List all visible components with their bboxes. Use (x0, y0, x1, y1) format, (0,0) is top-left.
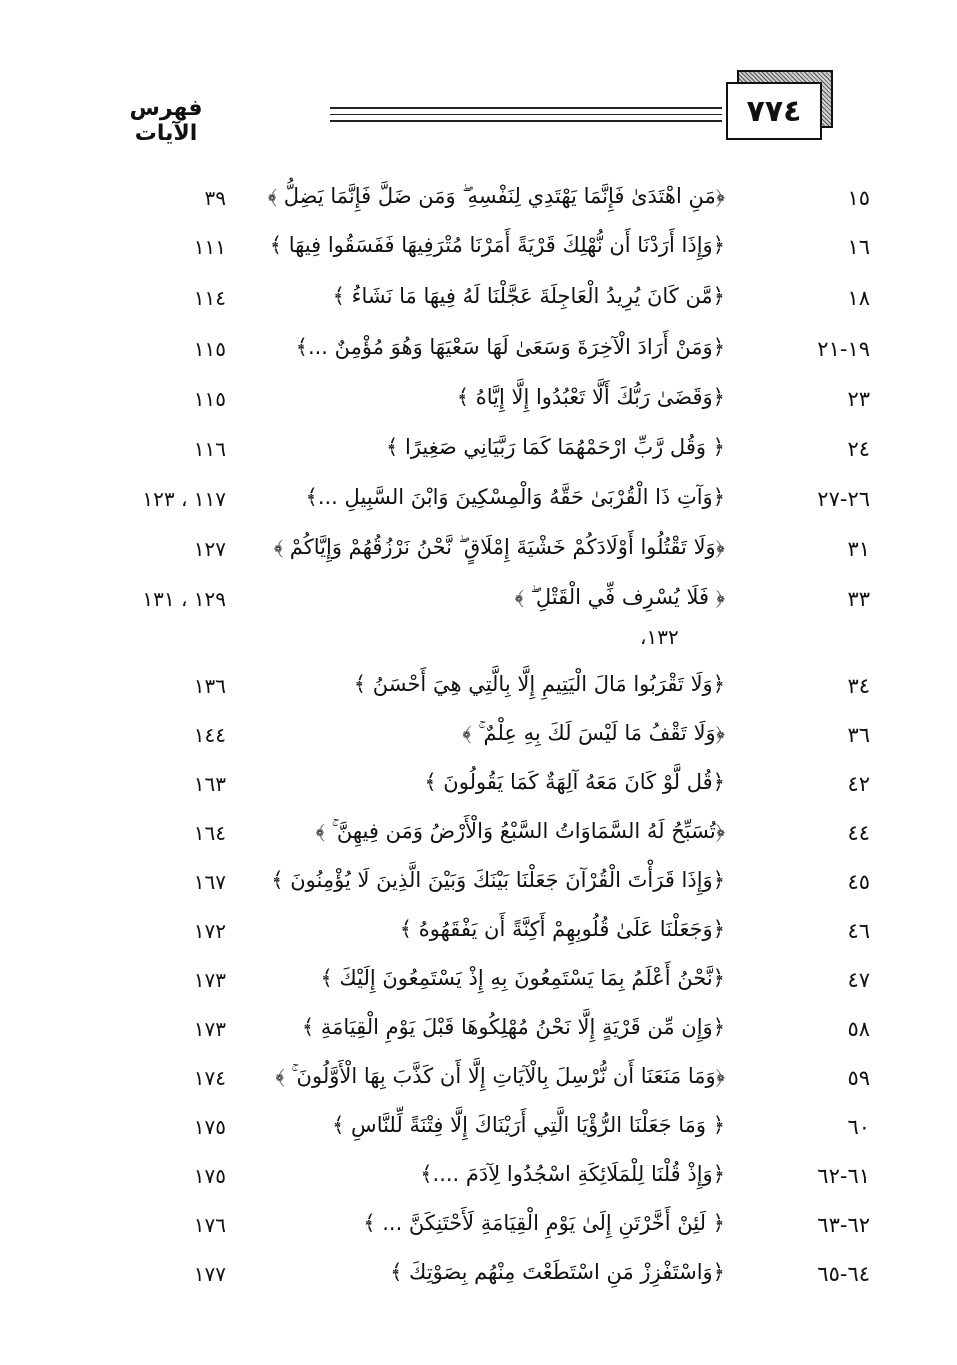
verse-text: ﴿ وَمَا جَعَلْنَا الرُّؤْيَا الَّتِي أَرَيْنَاكَ إِلَّا فِتْنَةً لِّلنَّاسِ ﴾ (332, 1113, 725, 1137)
verse-number: ٣٤ (847, 674, 870, 698)
verse-number: ٤٢ (847, 772, 870, 796)
header-rule (330, 120, 722, 122)
verse-text: ﴿ لَئِنْ أَخَّرْتَنِ إِلَىٰ يَوْمِ الْقِيَامَةِ لَأَحْتَنِكَنَّ ... ﴾ (363, 1211, 725, 1235)
index-row (0, 1207, 957, 1251)
verse-number: ٥٩ (847, 1066, 870, 1090)
page-title: فهرس الآيات (129, 96, 203, 146)
verse-number: ٦٠ (847, 1115, 870, 1139)
index-row (0, 431, 957, 475)
verse-text: ﴿وَآتِ ذَا الْقُرْبَىٰ حَقَّهُ وَالْمِسْكِينَ وَابْنَ السَّبِيلِ ...﴾ (305, 485, 725, 509)
verse-number: ٤٥ (847, 870, 870, 894)
index-row (0, 815, 957, 859)
page-reference: ١٢٩ ، ١٣١ (142, 587, 226, 611)
verse-number: ٦٢-٦٣ (817, 1213, 870, 1237)
index-row (0, 913, 957, 957)
verse-text: ﴿ وَقُل رَّبِّ ارْحَمْهُمَا كَمَا رَبَّيَانِي صَغِيرًا ﴾ (386, 435, 725, 459)
verse-number: ٣٦ (847, 723, 870, 747)
index-row (0, 1158, 957, 1202)
index-row (0, 229, 957, 273)
index-row (0, 581, 957, 625)
verse-number: ١٦ (847, 235, 870, 259)
page-reference: ١١٦ (193, 437, 226, 461)
verse-number: ١٥ (847, 186, 870, 210)
page-reference: ١٦٧ (193, 870, 226, 894)
verse-text: ﴿وَإِن مِّن قَرْيَةٍ إِلَّا نَحْنُ مُهْلِكُوهَا قَبْلَ يَوْمِ الْقِيَامَةِ ﴾ (301, 1015, 725, 1039)
verse-number: ٣١ (847, 537, 870, 561)
page-reference: ١٧٤ (193, 1066, 226, 1090)
page-reference: ١٧٥ (193, 1115, 226, 1139)
page-reference: ١٤٤ (193, 723, 226, 747)
index-row (0, 1060, 957, 1104)
verse-text: ﴿وَاسْتَفْزِزْ مَنِ اسْتَطَعْتَ مِنْهُم بِصَوْتِكَ ﴾ (390, 1260, 725, 1284)
index-row (0, 962, 957, 1006)
verse-text: ﴿وَإِذَا أَرَدْنَا أَن نُّهْلِكَ قَرْيَةً أَمَرْنَا مُتْرَفِيهَا فَفَسَقُوا فِيهَا ﴾ (269, 233, 725, 257)
verse-text: ﴿ فَلَا يُسْرِف فِّي الْقَتْلِ ۖ ﴾ (514, 585, 725, 609)
index-row (0, 280, 957, 324)
index-row (0, 180, 957, 224)
verse-number: ١٩-٢١ (817, 337, 870, 361)
index-row (0, 531, 957, 575)
page-reference: ١١٥ (193, 337, 226, 361)
index-row (0, 1109, 957, 1153)
verse-number: ٤٤ (847, 821, 870, 845)
verse-number: ٤٦ (847, 919, 870, 943)
verse-number: ٦١-٦٢ (817, 1164, 870, 1188)
page-reference: ١٧٢ (193, 919, 226, 943)
verse-number: ٤٧ (847, 968, 870, 992)
verse-number: ١٨ (847, 286, 870, 310)
verse-number: ٢٤ (847, 437, 870, 461)
verse-text: ﴿وَمَا مَنَعَنَا أَن نُّرْسِلَ بِالْآيَاتِ إِلَّا أَن كَذَّبَ بِهَا الْأَوَّلُونَ ۚ ﴾ (275, 1064, 725, 1088)
index-row (0, 1256, 957, 1300)
verse-text: ﴿مَنِ اهْتَدَىٰ فَإِنَّمَا يَهْتَدِي لِنَفْسِهِ ۖ وَمَن ضَلَّ فَإِنَّمَا يَضِلُّ ﴾ (267, 184, 725, 208)
page-reference: ١٧٧ (193, 1262, 226, 1286)
index-row (0, 1011, 957, 1055)
header-rule (330, 114, 722, 115)
index-row (0, 668, 957, 712)
page-reference: ١١٧ ، ١٢٣ (142, 487, 226, 511)
verse-text: ﴿وَلَا تَقْرَبُوا مَالَ الْيَتِيمِ إِلَّا بِالَّتِي هِيَ أَحْسَنُ ﴾ (353, 672, 725, 696)
index-row (0, 381, 957, 425)
page-reference: ١١٤ (193, 286, 226, 310)
page-reference: ١١١ (193, 235, 226, 259)
verse-number: ٥٨ (847, 1017, 870, 1041)
index-row (0, 766, 957, 810)
page-reference: ١٦٤ (193, 821, 226, 845)
verse-text: ﴿وَقَضَىٰ رَبُّكَ أَلَّا تَعْبُدُوا إِلَّا إِيَّاهُ ﴾ (456, 385, 725, 409)
index-row (0, 864, 957, 908)
page-reference: ١٧٣ (193, 1017, 226, 1041)
page-number: ٧٧٤ (726, 82, 822, 140)
page-reference: ١٧٦ (193, 1213, 226, 1237)
index-row (0, 481, 957, 525)
page-reference: ١٧٥ (193, 1164, 226, 1188)
verse-number: ٦٤-٦٥ (817, 1262, 870, 1286)
page-reference: ١٦٣ (193, 772, 226, 796)
verse-number: ٢٣ (847, 387, 870, 411)
index-row (0, 331, 957, 375)
header-rule (330, 107, 722, 109)
verse-number: ٣٣ (847, 587, 870, 611)
verse-text: ﴿قُل لَّوْ كَانَ مَعَهُ آلِهَةٌ كَمَا يَقُولُونَ ﴾ (424, 770, 725, 794)
page-reference: ١٣٦ (193, 674, 226, 698)
verse-text: ﴿وَلَا تَقْفُ مَا لَيْسَ لَكَ بِهِ عِلْمٌ ۚ ﴾ (462, 721, 725, 745)
page-reference: ١٧٣ (193, 968, 226, 992)
index-row (0, 717, 957, 761)
page-reference: ١١٥ (193, 387, 226, 411)
verse-text: ﴿تُسَبِّحُ لَهُ السَّمَاوَاتُ السَّبْعُ وَالْأَرْضُ وَمَن فِيهِنَّ ۚ ﴾ (315, 819, 725, 843)
verse-text: ﴿وَإِذَا قَرَأْتَ الْقُرْآنَ جَعَلْنَا بَيْنَكَ وَبَيْنَ الَّذِينَ لَا يُؤْمِنُونَ ﴾ (271, 868, 725, 892)
page-reference: ١٢٧ (193, 537, 226, 561)
verse-number: ٢٦-٢٧ (817, 487, 870, 511)
verse-text: ﴿وَإِذْ قُلْنَا لِلْمَلَائِكَةِ اسْجُدُوا لِآدَمَ ....﴾ (420, 1162, 725, 1186)
verse-text: ﴿وَلَا تَقْتُلُوا أَوْلَادَكُمْ خَشْيَةَ إِمْلَاقٍ ۖ نَّحْنُ نَرْزُقُهُمْ وَإِيَّاكُمْ ﴾ (273, 535, 725, 559)
verse-text: ﴿وَجَعَلْنَا عَلَىٰ قُلُوبِهِمْ أَكِنَّةً أَن يَفْقَهُوهُ ﴾ (399, 917, 725, 941)
page-reference-continuation: ١٣٢، (640, 625, 679, 649)
verse-text: ﴿مَّن كَانَ يُرِيدُ الْعَاجِلَةَ عَجَّلْنَا لَهُ فِيهَا مَا نَشَاءُ ﴾ (332, 284, 725, 308)
verse-text: ﴿نَّحْنُ أَعْلَمُ بِمَا يَسْتَمِعُونَ بِهِ إِذْ يَسْتَمِعُونَ إِلَيْكَ ﴾ (320, 966, 725, 990)
page-reference: ٣٩ (204, 186, 226, 210)
verse-text: ﴿وَمَنْ أَرَادَ الْآخِرَةَ وَسَعَىٰ لَهَا سَعْيَهَا وَهُوَ مُؤْمِنٌ ...﴾ (295, 335, 725, 359)
